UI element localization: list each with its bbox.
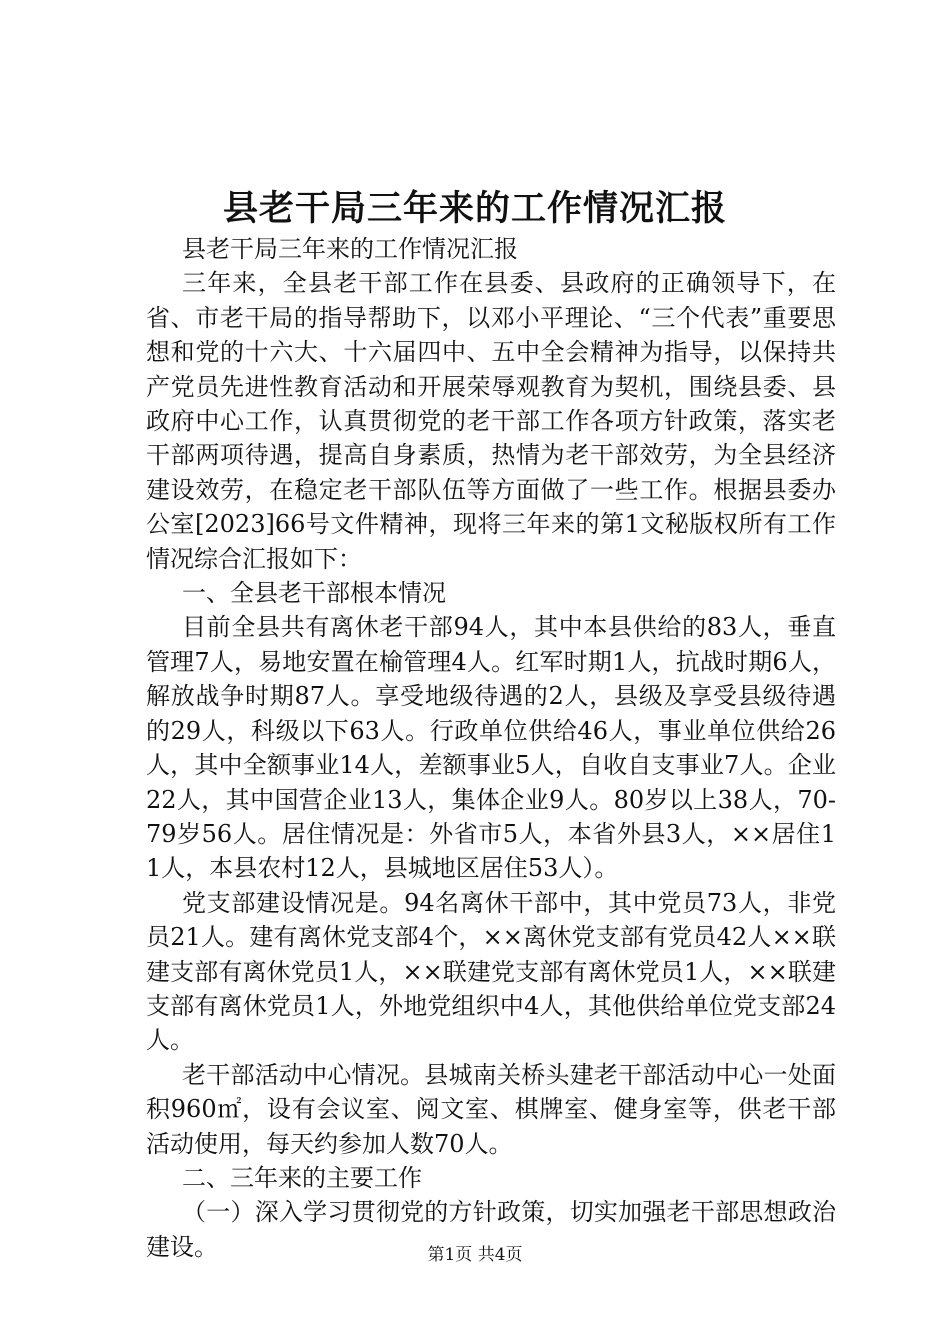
- section-heading-main-work: 二、三年来的主要工作: [182, 1163, 422, 1192]
- subsection-heading-study-policy: （一）深入学习贯彻党的方针政策，切实加强老干部思想政治建设。: [146, 1198, 836, 1261]
- paragraph-subtitle: 县老干局三年来的工作情况汇报: [182, 235, 518, 263]
- document-body: [146, 232, 836, 1264]
- paragraph-intro: 三年来，全县老干部工作在县委、县政府的正确领导下，在省、市老干局的指导帮助下，以邓小平理论、“三个代表”重要思想和党的十六大、十六届四中、五中全会精神为指导，以保持共产党员先进性教育活动和开展荣辱观教育为契机，围绕县委、县政府中心工作，认真贯彻党的老干部工作各项方针政策，落实老干部两项待遇，提高自身素质，热情为老干部效劳，为全县经济建设效劳，在稳定老干部队伍等方面做了一些工作。根据县委办公室[2023]66号文件精神，现将三年来的第1文秘版权所有工作情况综合汇报如下：: [146, 269, 836, 573]
- paragraph-party-branch: 党支部建设情况是。94名离休干部中，其中党员73人，非党员21人。建有离休党支部4个，××离休党支部有党员42人××联建支部有离休党员1人，××联建党支部有离休党员1人，××联建支部有离休党员1人，外地党组织中4人，其他供给单位党支部24人。: [146, 888, 836, 1055]
- section-heading-basic-situation: 一、全县老干部根本情况: [182, 579, 446, 608]
- document-title: 县老干局三年来的工作情况汇报: [222, 188, 727, 229]
- paragraph-activity-center: 老干部活动中心情况。县城南关桥头建老干部活动中心一处面积960㎡，设有会议室、阅文室、棋牌室、健身室等，供老干部活动使用，每天约参加人数70人。: [146, 1060, 836, 1158]
- paragraph-cadre-statistics: 目前全县共有离休老干部94人，其中本县供给的83人，垂直管理7人，易地安置在榆管理4人。红军时期1人，抗战时期6人，解放战争时期87人。享受地级待遇的2人，县级及享受县级待遇的29人，科级以下63人。行政单位供给46人，事业单位供给26人，其中全额事业14人，差额事业5人，自收自支事业7人。企业22人，其中国营企业13人，集体企业9人。80岁以上38人，70-79岁56人。居住情况是：外省市5人，本省外县3人，××居住11人，本县农村12人，县城地区居住53人）。: [146, 613, 836, 883]
- page-footer: 第1页 共4页: [427, 1245, 523, 1265]
